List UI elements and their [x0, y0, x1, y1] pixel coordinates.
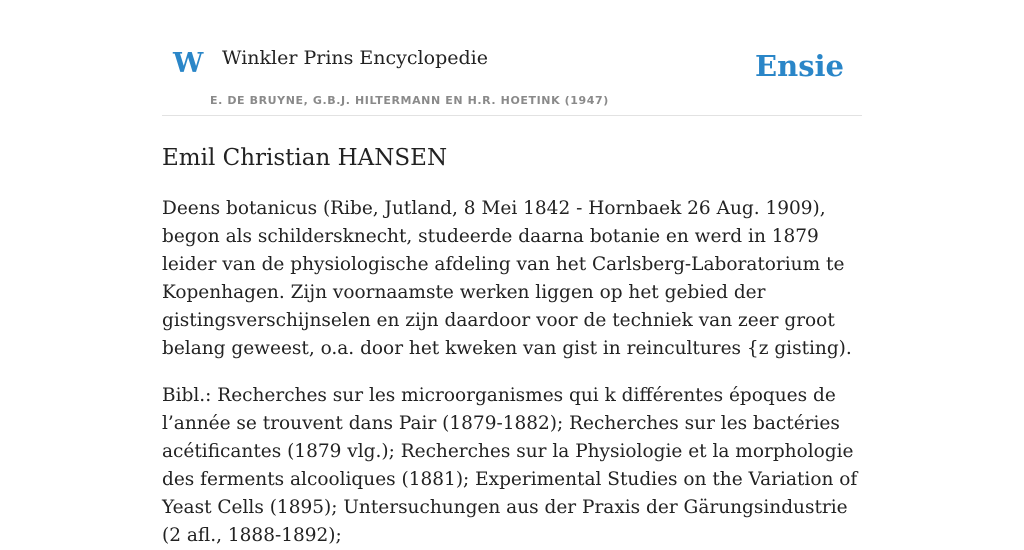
entry-paragraph-bibliography: Bibl.: Recherches sur les microorganismes qui k différentes époques de l’année se trouvent dans Pair (1879-1882); Recherches sur les bactéries acétificantes (1879 vlg.); Recherches sur la Physiologie et la morphologie des ferments alcooliques (1881); Experimental Studies on the Variation of Yeast Cells (1895); Untersuchungen aus der Praxis der Gärungsindustrie (2 afl., 1888-1892);	[162, 385, 858, 546]
encyclopedia-authors: E. DE BRUYNE, G.B.J. HILTERMANN EN H.R. HOETINK (1947)	[210, 94, 609, 107]
encyclopedia-title[interactable]: Winkler Prins Encyclopedie	[222, 47, 488, 69]
page	[162, 0, 862, 550]
entry-title: Emil Christian HANSEN	[162, 145, 448, 171]
site-header	[162, 0, 862, 116]
entry-paragraph-description: Deens botanicus (Ribe, Jutland, 8 Mei 1842 - Hornbaek 26 Aug. 1909), begon als schildersknecht, studeerde daarna botanie en werd in 1879 leider van de physiologische afdeling van het Carlsberg-Laboratorium te Kopenhagen. Zijn voornaamste werken liggen op het gebied der gistingsverschijnselen en zijn daardoor voor de techniek van zeer groot belang geweest, o.a. door het kweken van gist in reincultures {z gisting).	[162, 198, 852, 359]
winkler-prins-logo-icon[interactable]: W	[173, 48, 204, 79]
ensie-logo[interactable]: Ensie	[755, 49, 844, 83]
